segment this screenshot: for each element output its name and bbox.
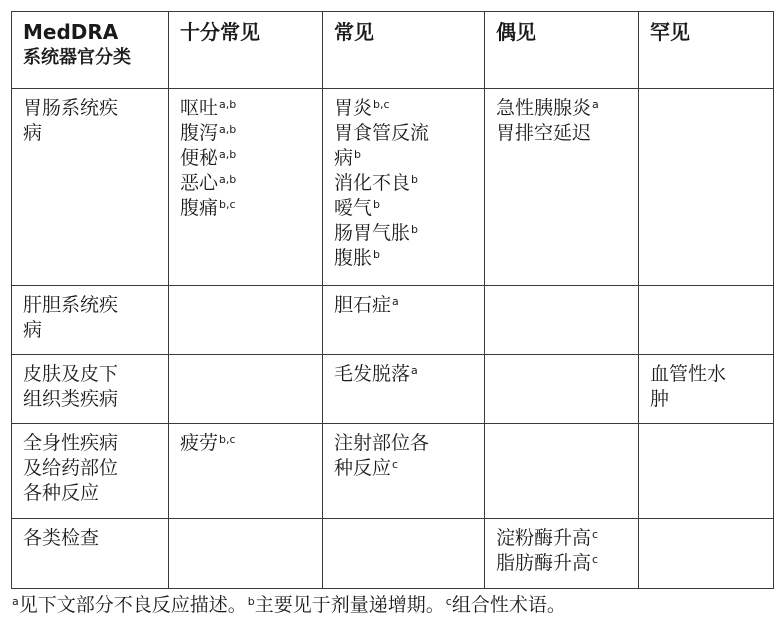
reaction-term xyxy=(334,456,474,481)
soc-cell xyxy=(12,89,169,286)
uncommon-cell xyxy=(485,286,639,355)
footnote-marker: b,c xyxy=(219,198,236,211)
table-row xyxy=(12,519,774,589)
table-header-row xyxy=(12,12,774,89)
footnote-text: 组合性术语。 xyxy=(451,594,566,616)
soc-label-line: 全身性疾病 xyxy=(23,432,119,454)
uncommon-cell xyxy=(485,424,639,519)
soc-label-line: 肝胆系统疾 xyxy=(23,294,119,316)
header-soc-line2: 系统器官分类 xyxy=(23,47,131,68)
rare-cell xyxy=(639,286,774,355)
footnote-marker: c xyxy=(592,528,599,541)
reaction-text: 胃食管反流 xyxy=(334,122,430,144)
soc-label-line: 病 xyxy=(23,319,43,341)
uncommon-cell xyxy=(485,519,639,589)
reaction-text: 便秘 xyxy=(180,147,219,169)
reaction-term xyxy=(334,431,474,456)
reaction-term xyxy=(650,362,763,387)
reaction-text: 急性胰腺炎 xyxy=(496,97,592,119)
reaction-text: 血管性水 xyxy=(650,363,727,385)
footnote xyxy=(11,594,566,616)
footnote-marker: c xyxy=(392,458,399,471)
footnote-marker: b xyxy=(373,248,380,261)
header-soc-line1: MedDRA xyxy=(23,20,119,44)
soc-label-line: 各种反应 xyxy=(23,482,100,504)
header-common: 常见 xyxy=(323,12,485,89)
reaction-text: 消化不良 xyxy=(334,172,411,194)
table-row xyxy=(12,89,774,286)
reaction-term xyxy=(334,221,474,246)
soc-label-line: 病 xyxy=(23,122,43,144)
footnote-marker: c xyxy=(445,595,452,608)
soc-cell xyxy=(12,424,169,519)
uncommon-cell xyxy=(485,89,639,286)
reaction-term xyxy=(334,96,474,121)
very-common-cell xyxy=(169,286,323,355)
reaction-term xyxy=(650,387,763,412)
footnote-marker: a xyxy=(12,595,19,608)
footnote-marker: a,b xyxy=(219,98,237,111)
soc-label-line: 组织类疾病 xyxy=(23,388,119,410)
footnote-marker: a xyxy=(411,364,418,377)
reaction-term xyxy=(334,246,474,271)
soc-cell xyxy=(12,286,169,355)
reaction-term xyxy=(180,171,312,196)
footnote-text: 主要见于剂量递增期。 xyxy=(254,594,445,616)
reaction-term xyxy=(496,96,628,121)
rare-cell xyxy=(639,89,774,286)
reaction-text: 恶心 xyxy=(180,172,219,194)
header-soc xyxy=(12,12,169,89)
reaction-text: 肿 xyxy=(650,388,670,410)
reaction-term xyxy=(496,551,628,576)
reaction-text: 肠胃气胀 xyxy=(334,222,411,244)
footnote-marker: b,c xyxy=(219,433,236,446)
common-cell xyxy=(323,355,485,424)
very-common-cell xyxy=(169,355,323,424)
reaction-text: 嗳气 xyxy=(334,197,373,219)
footnote-marker: a,b xyxy=(219,148,237,161)
reaction-term xyxy=(334,196,474,221)
rare-cell xyxy=(639,355,774,424)
reaction-text: 疲劳 xyxy=(180,432,219,454)
very-common-cell xyxy=(169,519,323,589)
header-very-common: 十分常见 xyxy=(169,12,323,89)
common-cell xyxy=(323,286,485,355)
soc-cell xyxy=(12,519,169,589)
reaction-text: 脂肪酶升高 xyxy=(496,552,592,574)
common-cell xyxy=(323,519,485,589)
very-common-cell xyxy=(169,424,323,519)
soc-label-line: 胃肠系统疾 xyxy=(23,97,119,119)
common-cell xyxy=(323,424,485,519)
header-uncommon: 偶见 xyxy=(485,12,639,89)
adverse-reactions-table xyxy=(11,11,774,589)
reaction-term xyxy=(180,196,312,221)
table-row xyxy=(12,286,774,355)
reaction-text: 腹痛 xyxy=(180,197,219,219)
reaction-text: 注射部位各 xyxy=(334,432,430,454)
footnote-marker: a xyxy=(392,295,399,308)
reaction-text: 病 xyxy=(334,147,354,169)
footnote-marker: c xyxy=(592,553,599,566)
footnote-marker: b xyxy=(411,173,418,186)
uncommon-cell xyxy=(485,355,639,424)
very-common-cell xyxy=(169,89,323,286)
soc-label-line: 及给药部位 xyxy=(23,457,119,479)
footnote-marker: a,b xyxy=(219,123,237,136)
header-rare: 罕见 xyxy=(639,12,774,89)
table-body xyxy=(12,89,774,589)
footnote-marker: b xyxy=(247,595,255,608)
reaction-term xyxy=(180,96,312,121)
reaction-term xyxy=(496,121,628,146)
footnote-marker: b xyxy=(354,148,361,161)
reaction-text: 腹胀 xyxy=(334,247,373,269)
reaction-term xyxy=(334,362,474,387)
table-row xyxy=(12,355,774,424)
footnote-marker: a,b xyxy=(219,173,237,186)
reaction-term xyxy=(334,293,474,318)
table-row xyxy=(12,424,774,519)
reaction-text: 呕吐 xyxy=(180,97,219,119)
common-cell xyxy=(323,89,485,286)
reaction-term xyxy=(334,146,474,171)
reaction-text: 胆石症 xyxy=(334,294,392,316)
reaction-text: 腹泻 xyxy=(180,122,219,144)
soc-cell xyxy=(12,355,169,424)
soc-label-line: 皮肤及皮下 xyxy=(23,363,119,385)
reaction-term xyxy=(496,526,628,551)
reaction-term xyxy=(180,431,312,456)
reaction-term xyxy=(334,171,474,196)
reaction-term xyxy=(334,121,474,146)
reaction-text: 淀粉酶升高 xyxy=(496,527,592,549)
reaction-term xyxy=(180,146,312,171)
reaction-text: 种反应 xyxy=(334,457,392,479)
reaction-text: 胃炎 xyxy=(334,97,373,119)
footnote-marker: b xyxy=(411,223,418,236)
reaction-text: 毛发脱落 xyxy=(334,363,411,385)
footnote-text: 见下文部分不良反应描述。 xyxy=(18,594,247,616)
footnote-marker: b xyxy=(373,198,380,211)
reaction-text: 胃排空延迟 xyxy=(496,122,592,144)
footnote-marker: a xyxy=(592,98,599,111)
footnote-marker: b,c xyxy=(373,98,390,111)
soc-label-line: 各类检查 xyxy=(23,527,100,549)
reaction-term xyxy=(180,121,312,146)
rare-cell xyxy=(639,424,774,519)
rare-cell xyxy=(639,519,774,589)
